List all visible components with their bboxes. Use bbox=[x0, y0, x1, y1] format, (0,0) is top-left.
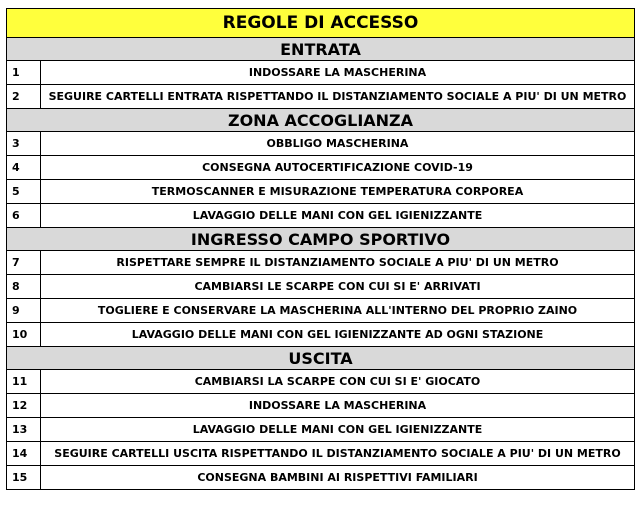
rule-number: 1 bbox=[7, 61, 41, 84]
rule-number: 14 bbox=[7, 442, 41, 465]
rule-number: 2 bbox=[7, 85, 41, 108]
rule-text: LAVAGGIO DELLE MANI CON GEL IGIENIZZANTE AD OGNI STAZIONE bbox=[41, 323, 635, 346]
rule-number: 15 bbox=[7, 466, 41, 489]
rule-row bbox=[7, 180, 635, 204]
rule-text: CONSEGNA BAMBINI AI RISPETTIVI FAMILIARI bbox=[41, 466, 635, 489]
table-title: REGOLE DI ACCESSO bbox=[7, 9, 635, 38]
rule-row bbox=[7, 156, 635, 180]
rule-text: SEGUIRE CARTELLI ENTRATA RISPETTANDO IL DISTANZIAMENTO SOCIALE A PIU' DI UN METRO bbox=[41, 85, 635, 108]
rule-text: LAVAGGIO DELLE MANI CON GEL IGIENIZZANTE bbox=[41, 204, 635, 227]
rule-number: 7 bbox=[7, 251, 41, 274]
rule-row bbox=[7, 85, 635, 109]
rule-text: CONSEGNA AUTOCERTIFICAZIONE COVID-19 bbox=[41, 156, 635, 179]
section-heading: ZONA ACCOGLIANZA bbox=[7, 109, 635, 132]
rule-number: 10 bbox=[7, 323, 41, 346]
rule-number: 13 bbox=[7, 418, 41, 441]
rule-text: CAMBIARSI LA SCARPE CON CUI SI E' GIOCATO bbox=[41, 370, 635, 393]
rule-text: INDOSSARE LA MASCHERINA bbox=[41, 61, 635, 84]
section-heading: ENTRATA bbox=[7, 38, 635, 61]
rule-row bbox=[7, 466, 635, 490]
rule-text: OBBLIGO MASCHERINA bbox=[41, 132, 635, 155]
rule-text: INDOSSARE LA MASCHERINA bbox=[41, 394, 635, 417]
rule-number: 8 bbox=[7, 275, 41, 298]
rule-row bbox=[7, 275, 635, 299]
rule-row bbox=[7, 61, 635, 85]
rule-number: 3 bbox=[7, 132, 41, 155]
rule-text: CAMBIARSI LE SCARPE CON CUI SI E' ARRIVATI bbox=[41, 275, 635, 298]
sections-container bbox=[7, 38, 635, 490]
rule-row bbox=[7, 370, 635, 394]
rule-row bbox=[7, 251, 635, 275]
rule-text: SEGUIRE CARTELLI USCITA RISPETTANDO IL DISTANZIAMENTO SOCIALE A PIU' DI UN METRO bbox=[41, 442, 635, 465]
rule-row bbox=[7, 204, 635, 228]
rule-number: 5 bbox=[7, 180, 41, 203]
section-heading: USCITA bbox=[7, 347, 635, 370]
rule-row bbox=[7, 299, 635, 323]
rule-row bbox=[7, 418, 635, 442]
rule-row bbox=[7, 323, 635, 347]
section-heading: INGRESSO CAMPO SPORTIVO bbox=[7, 228, 635, 251]
rule-text: RISPETTARE SEMPRE IL DISTANZIAMENTO SOCIALE A PIU' DI UN METRO bbox=[41, 251, 635, 274]
rule-row bbox=[7, 442, 635, 466]
rule-number: 6 bbox=[7, 204, 41, 227]
rule-row bbox=[7, 394, 635, 418]
rule-row bbox=[7, 132, 635, 156]
rules-table bbox=[6, 8, 635, 490]
rule-number: 12 bbox=[7, 394, 41, 417]
rule-text: LAVAGGIO DELLE MANI CON GEL IGIENIZZANTE bbox=[41, 418, 635, 441]
rule-text: TOGLIERE E CONSERVARE LA MASCHERINA ALL'INTERNO DEL PROPRIO ZAINO bbox=[41, 299, 635, 322]
rule-number: 9 bbox=[7, 299, 41, 322]
rule-number: 4 bbox=[7, 156, 41, 179]
rule-text: TERMOSCANNER E MISURAZIONE TEMPERATURA CORPOREA bbox=[41, 180, 635, 203]
rule-number: 11 bbox=[7, 370, 41, 393]
